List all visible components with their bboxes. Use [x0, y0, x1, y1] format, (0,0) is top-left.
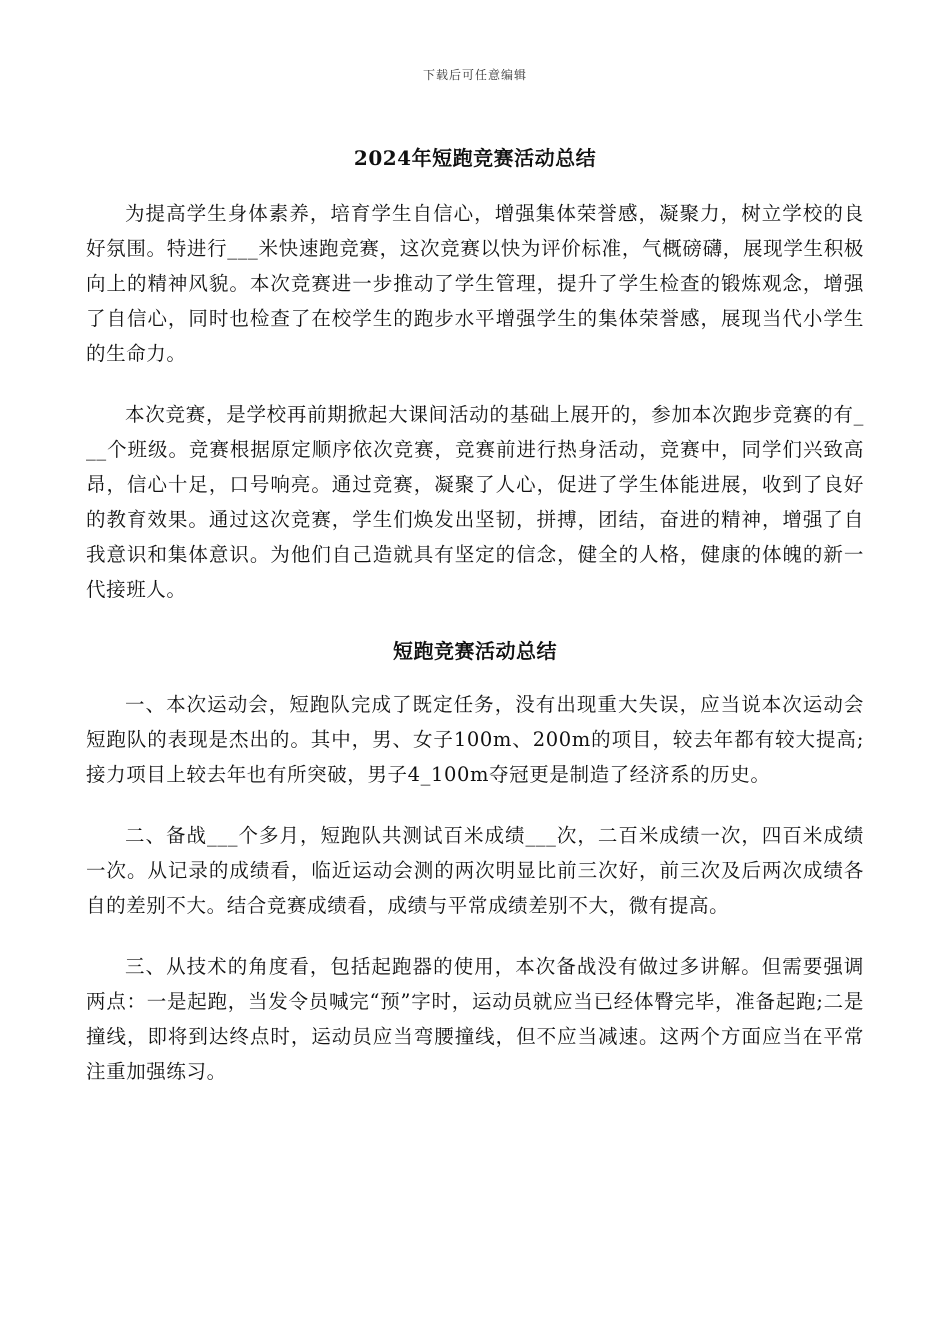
paragraph: 三、从技术的角度看，包括起跑器的使用，本次备战没有做过多讲解。但需要强调两点：一是起跑，当发令员喊完“预”字时，运动员就应当已经体臀完毕，准备起跑;二是撞线，即将到达终点时，运动员应当弯腰撞线，但不应当减速。这两个方面应当在平常注重加强练习。 — [86, 955, 864, 1083]
section-title: 短跑竞赛活动总结 — [393, 639, 557, 663]
document-body — [86, 140, 864, 1115]
paragraph: 本次竞赛，是学校再前期掀起大课间活动的基础上展开的，参加本次跑步竞赛的有___个班级。竞赛根据原定顺序依次竞赛，竞赛前进行热身活动，竞赛中，同学们兴致高昂，信心十足，口号响亮。通过竞赛，凝聚了人心，促进了学生体能进展，收到了良好的教育效果。通过这次竞赛，学生们焕发出坚韧，拼搏，团结，奋进的精神，增强了自我意识和集体意识。为他们自己造就具有坚定的信念，健全的人格，健康的体魄的新一代接班人。 — [86, 403, 864, 601]
paragraph: 为提高学生身体素养，培育学生自信心，增强集体荣誉感，凝聚力，树立学校的良好氛围。特进行___米快速跑竞赛，这次竞赛以快为评价标准，气概磅礴，展现学生积极向上的精神风貌。本次竞赛进一步推动了学生管理，提升了学生检查的锻炼观念，增强了自信心，同时也检查了在校学生的跑步水平增强学生的集体荣誉感，展现当代小学生的生命力。 — [86, 202, 864, 365]
paragraph: 二、备战___个多月，短跑队共测试百米成绩___次，二百米成绩一次，四百米成绩一次。从记录的成绩看，临近运动会测的两次明显比前三次好，前三次及后两次成绩各自的差别不大。结合竞赛成绩看，成绩与平常成绩差别不大，微有提高。 — [86, 824, 864, 917]
document-title: 2024年短跑竞赛活动总结 — [353, 146, 597, 170]
header-note: 下载后可任意编辑 — [422, 68, 527, 82]
paragraph: 一、本次运动会，短跑队完成了既定任务，没有出现重大失误，应当说本次运动会短跑队的表现是杰出的。其中，男、女子100m、200m的项目，较去年都有较大提高;接力项目上较去年也有所突破，男子4_100m夺冠更是制造了经济系的历史。 — [86, 693, 864, 786]
